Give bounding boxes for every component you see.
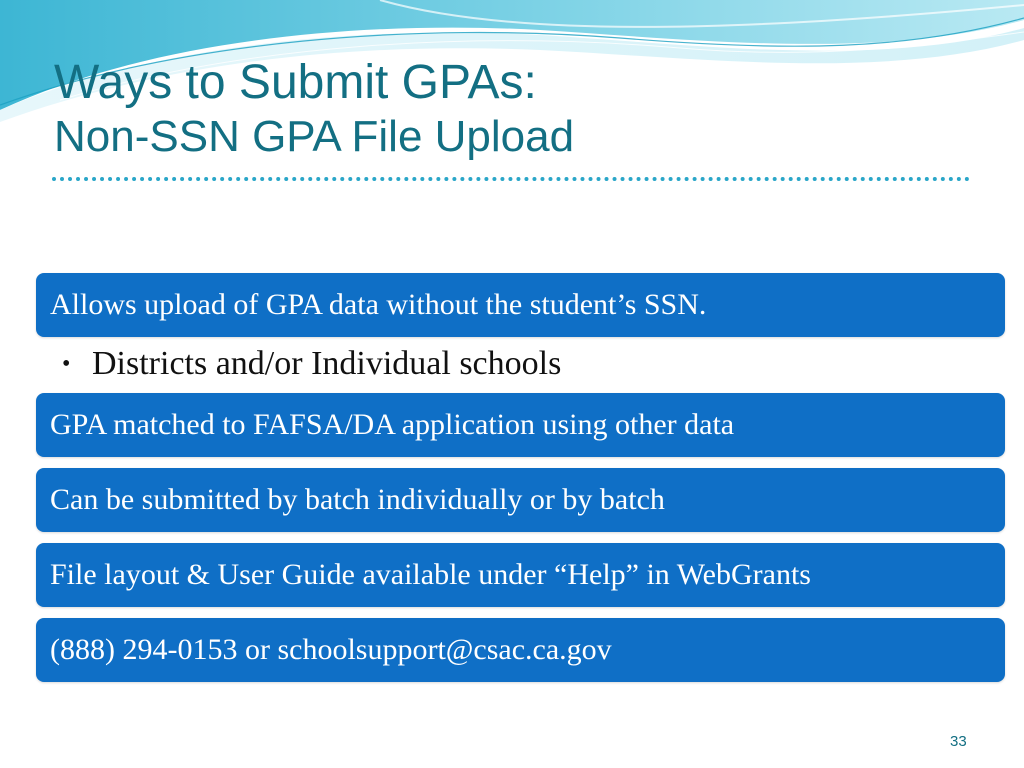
slide-subtitle: Non-SSN GPA File Upload xyxy=(54,112,575,161)
bullet-item xyxy=(62,342,561,386)
info-box-5: (888) 294-0153 or schoolsupport@csac.ca.gov xyxy=(36,618,1005,682)
slide-title: Ways to Submit GPAs: xyxy=(54,56,537,109)
page-number: 33 xyxy=(950,733,967,750)
info-box-1: Allows upload of GPA data without the student’s SSN. xyxy=(36,273,1005,337)
info-box-3: Can be submitted by batch individually or by batch xyxy=(36,468,1005,532)
title-divider xyxy=(52,177,970,181)
bullet-text: Districts and/or Individual schools xyxy=(92,345,562,382)
bullet-dot-icon: • xyxy=(62,350,71,377)
slide-title-block xyxy=(54,54,974,162)
info-box-2: GPA matched to FAFSA/DA application using other data xyxy=(36,393,1005,457)
info-box-4: File layout & User Guide available under “Help” in WebGrants xyxy=(36,543,1005,607)
